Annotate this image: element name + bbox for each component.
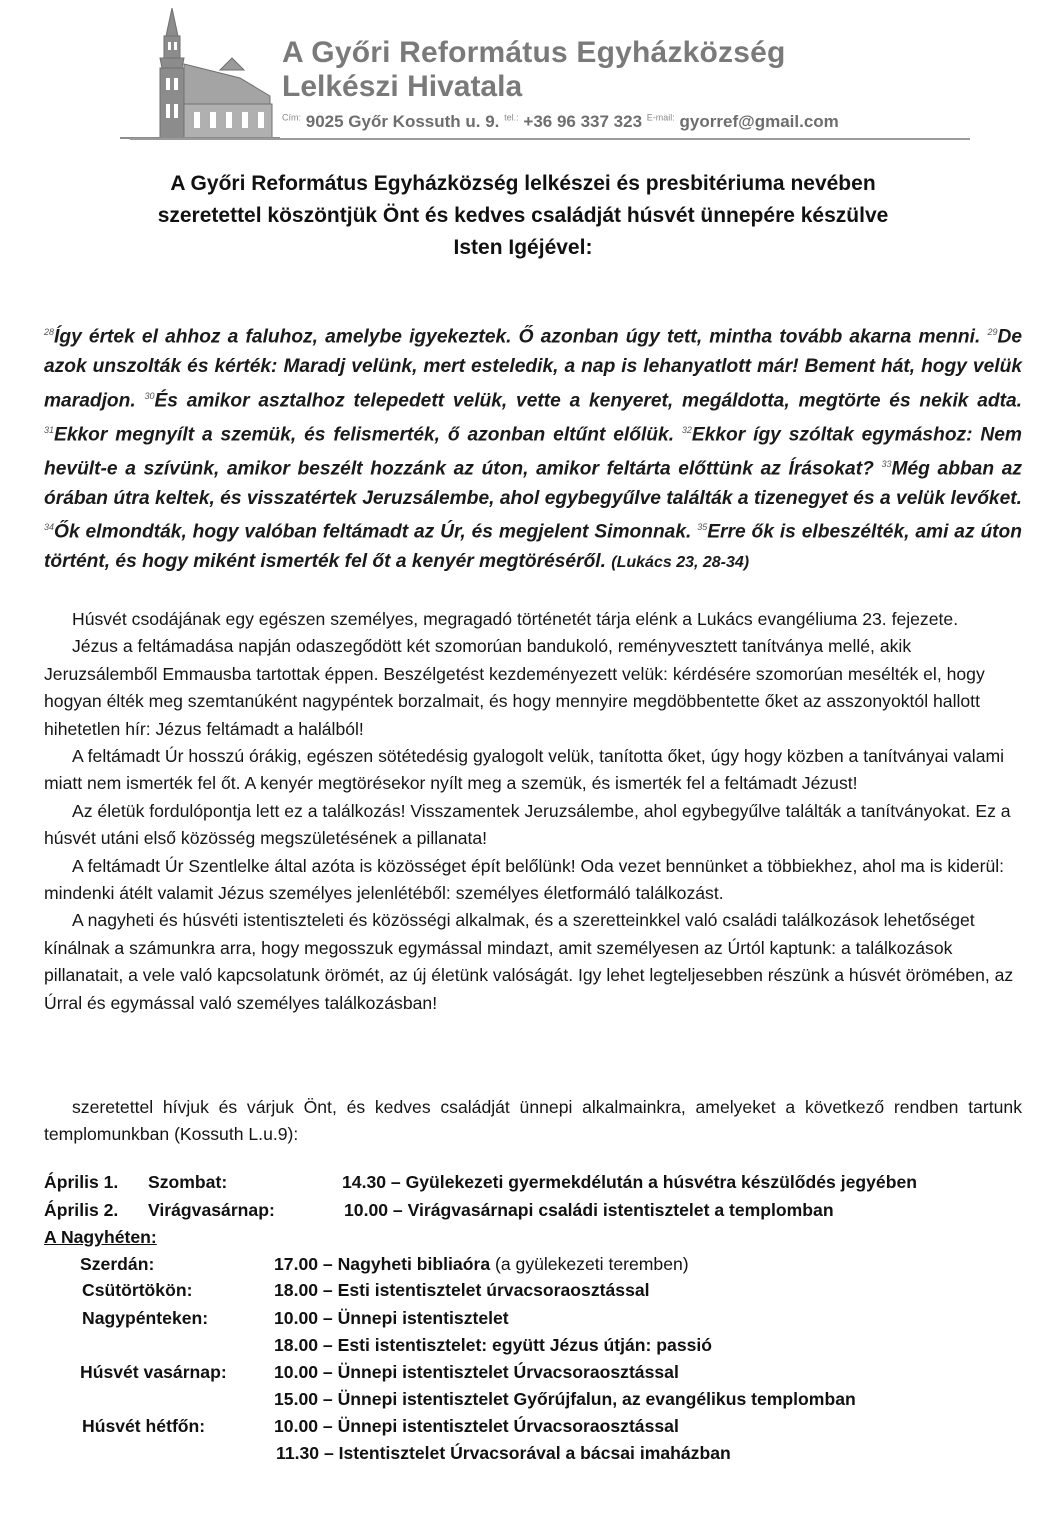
verse-number: 29 [987, 327, 998, 337]
email-label: E-mail: [646, 112, 675, 123]
address-label: Cím: [282, 112, 301, 123]
schedule-event: 15.00 – Ünnepi istentisztelet Győrújfalun, az evangélikus templomban [274, 1389, 856, 1409]
paragraph: Az életük fordulópontja lett ez a találkozás! Visszamentek Jeruzsálembe, ahol egybegyűlve találták a tanítványokat. Ez a húsvét utáni első közösség megszületésének a pillanata! [44, 800, 1011, 849]
schedule-event-note: (a gyülekezeti teremben) [490, 1254, 689, 1274]
schedule-date: Április 1. [44, 1172, 119, 1192]
letterhead-title: A Győri Református Egyházközség [282, 36, 786, 69]
schedule-event-title: 17.00 – Nagyheti bibliaóra [274, 1254, 491, 1274]
schedule-event: 10.00 – Ünnepi istentisztelet Úrvacsoraosztással [274, 1362, 679, 1382]
schedule-day: Húsvét hétfőn: [82, 1416, 206, 1436]
phone-label: tel.: [504, 112, 519, 123]
verse-text: Ekkor megnyílt a szemük, és felismerték, ő azonban eltűnt előlük. [54, 423, 682, 445]
paragraph: A nagyheti és húsvéti istentiszteleti és közösségi alkalmak, és a szeretteinkkel való családi találkozások lehetőséget kínálnak a számunkra arra, hogy megosszuk egymással mindazt, amit személyesen az Úrtól kaptunk: a találkozások pillanatait, a vele való kapcsolatunk örömét, az új életünk valóságát. Igy lehet legteljesebben részünk a húsvét örömében, az Úrral és egymással való személyes találkozásban! [44, 910, 1014, 1013]
schedule-day: Szerdán: [80, 1254, 155, 1274]
schedule-day: Csütörtökön: [82, 1280, 193, 1300]
schedule-date: Április 2. [44, 1200, 119, 1220]
verse-text: Így értek el ahhoz a faluhoz, amelybe igyekeztek. Ő azonban úgy tett, mintha tovább akarna menni. [54, 326, 988, 348]
paragraph: A feltámadt Úr Szentlelke által azóta is közösséget épít belőlünk! Oda vezet bennünket a többiekhez, ahol ma is kiderül: mindenki átélt valamit Jézus személyes jelenlétéből: személyes életformáló találkozást. [44, 855, 1005, 904]
schedule-event: 11.30 – Istentisztelet Úrvacsorával a bácsai imaházban [276, 1443, 731, 1463]
greeting-line-3: Isten Igéjével: [453, 236, 593, 259]
greeting-line-1: A Győri Református Egyházközség lelkészei és presbitériuma nevében [170, 172, 876, 195]
scripture-reference: (Lukács 23, 28-34) [611, 554, 750, 572]
letterhead [120, 8, 970, 140]
verse-number: 30 [144, 390, 155, 401]
schedule-event: 18.00 – Esti istentisztelet: együtt Jézus útján: passió [274, 1335, 713, 1355]
verse-number: 34 [44, 522, 55, 533]
greeting [60, 168, 986, 264]
letterhead-subtitle: Lelkészi Hivatala [282, 70, 523, 103]
letterhead-divider [130, 138, 970, 140]
verse-text: Ők elmondták, hogy valóban feltámadt az Úr, és megjelent Simonnak. [54, 521, 698, 543]
schedule-event [274, 1254, 689, 1275]
schedule-day: Virágvasárnap: [148, 1200, 275, 1220]
verse-text: Ekkor így szóltak egymáshoz: Nem hevült-e a szívünk, amikor beszélt hozzánk az úton, amikor feltárta előttünk az Írásokat? [44, 423, 1022, 479]
scripture-passage [44, 318, 1022, 578]
paragraph: Jézus a feltámadása napján odaszegődött két szomorúan bandukoló, reményvesztett tanítványa mellé, akik Jeruzsálemből Emmausba tartottak éppen. Beszélgetést kezdeményezett velük: kérdésére szomorúan mesélték el, hogy hogyan élték meg szemtanúként nagypéntek borzalmait, és hogy mennyire megdöbbentette őket az asszonyoktól hallott hihetetlen hír: Jézus feltámadt a halálból! [44, 636, 985, 739]
verse-number: 28 [44, 327, 55, 337]
schedule-event: 10.00 – Virágvasárnapi családi istentisztelet a templomban [344, 1200, 834, 1220]
verse-number: 35 [697, 522, 708, 533]
verse-number: 32 [681, 424, 692, 435]
verse-text: Erre ők is elbeszélték, ami az úton történt, és hogy miként ismerték fel őt a kenyér megtöréséről. [44, 521, 1022, 573]
schedule-event: 10.00 – Ünnepi istentisztelet [274, 1308, 509, 1328]
paragraph: A feltámadt Úr hosszú órákig, egészen sötétedésig gyalogolt velük, tanította őket, úgy hogy közben a tanítványai valami miatt nem ismerték fel őt. A kenyér megtörésekor nyílt meg a szemük, és ismerték fel a feltámadt Jézust! [44, 746, 1005, 794]
schedule-day: Szombat: [148, 1172, 228, 1192]
verse-text: Még abban az órában útra keltek, és visszatértek Jeruzsálembe, ahol egybegyűlve találták a tizenegyet és a velük levőket. [44, 457, 1022, 509]
email-link[interactable]: gyorref@gmail.com [679, 112, 839, 131]
schedule-day: Nagypénteken: [82, 1308, 209, 1328]
schedule-event: 18.00 – Esti istentisztelet úrvacsoraosztással [274, 1280, 650, 1300]
body-text [44, 606, 1022, 1017]
verse-number: 31 [44, 424, 55, 435]
verse-number: 33 [881, 458, 892, 469]
phone: +36 96 337 323 [523, 112, 643, 131]
verse-text: És amikor asztalhoz telepedett velük, vette a kenyeret, megáldotta, megtörte és nekik adta. [154, 389, 1022, 411]
address: 9025 Győr Kossuth u. 9. [305, 112, 500, 131]
church-logo-icon [120, 8, 280, 142]
schedule-event: 10.00 – Ünnepi istentisztelet Úrvacsoraosztással [274, 1416, 679, 1436]
verse-text: De azok unszolták és kérték: Maradj velünk, mert esteledik, a nap is lehanyatlott már! Bement hát, hogy velük maradjon. [44, 326, 1022, 411]
paragraph: Húsvét csodájának egy egészen személyes, megragadó történetét tárja elénk a Lukács evangéliuma 23. fejezete. [72, 609, 959, 629]
greeting-line-2: szeretettel köszöntjük Önt és kedves családját húsvét ünnepére készülve [157, 204, 889, 227]
holy-week-heading: A Nagyhéten: [44, 1227, 157, 1247]
schedule-day: Húsvét vasárnap: [80, 1362, 227, 1382]
letterhead-contact [282, 112, 839, 132]
schedule-event: 14.30 – Gyülekezeti gyermekdélután a húsvétra készülődés jegyében [342, 1172, 917, 1192]
invitation-text: szeretettel hívjuk és várjuk Önt, és kedves családját ünnepi alkalmainkra, amelyeket a következő rendben tartunk templomunkban (Kossuth L.u.9): [44, 1097, 1022, 1145]
